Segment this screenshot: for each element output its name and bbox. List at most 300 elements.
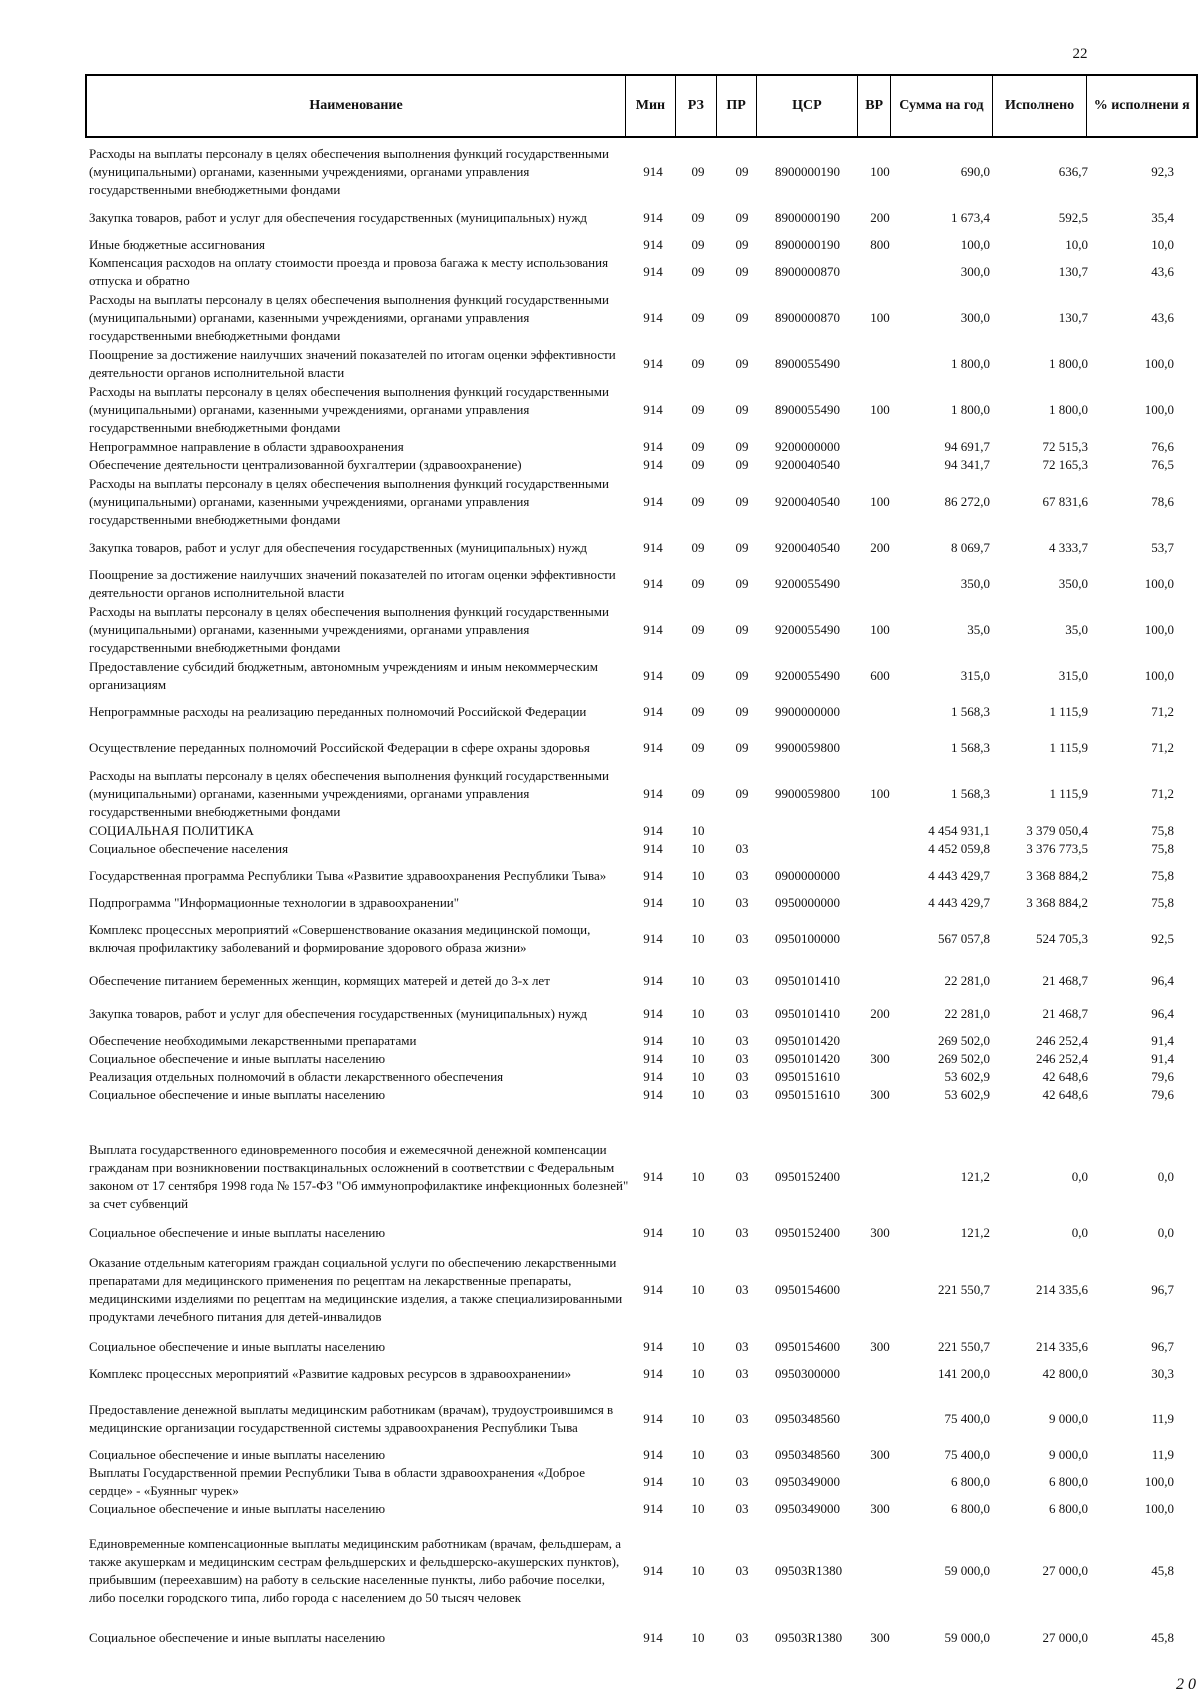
cell-name: Закупка товаров, работ и услуг для обеспечения государственных (муниципальных) нужд — [89, 1006, 588, 1021]
cell-pr: 03 — [735, 1087, 749, 1102]
table-row — [0, 602, 1200, 658]
table-row — [0, 1392, 1200, 1446]
cell-vr: 300 — [870, 1051, 890, 1066]
cell-rz: 09 — [691, 356, 705, 371]
cell-done: 130,7 — [1058, 264, 1088, 279]
cell-csr: 9200000000 — [775, 439, 840, 454]
cell-name: Выплаты Государственной премии Республики Тыва в области здравоохранения «Доброе сердце» - «Буянныг чурек» — [89, 1465, 585, 1498]
table-row — [0, 144, 1200, 200]
cell-name: Социальное обеспечение и иные выплаты населению — [89, 1225, 386, 1240]
cell-name: Расходы на выплаты персоналу в целях обеспечения выполнения функций государственными (муниципальными) органами, казенными учреждениями, органами управления государственными внебюджетными фондами — [89, 292, 609, 343]
cell-sum: 221 550,7 — [938, 1282, 990, 1297]
cell-min: 914 — [643, 841, 663, 856]
cell-vr: 200 — [870, 210, 890, 225]
cell-sum: 8 069,7 — [951, 540, 990, 555]
cell-name: Комплекс процессных мероприятий «Совершенствование оказания медицинской помощи, включая профилактику заболеваний и формирование здорового образа жизни» — [89, 922, 591, 955]
cell-sum: 141 200,0 — [938, 1366, 990, 1381]
cell-rz: 10 — [691, 1411, 705, 1426]
cell-min: 914 — [643, 1501, 663, 1516]
cell-min: 914 — [643, 823, 663, 838]
cell-sum: 121,2 — [960, 1169, 990, 1184]
cell-pct: 79,6 — [1151, 1087, 1174, 1102]
cell-pct: 76,6 — [1151, 439, 1174, 454]
cell-rz: 10 — [691, 895, 705, 910]
cell-pct: 96,4 — [1151, 1006, 1174, 1021]
cell-csr — [765, 822, 869, 840]
table-row — [0, 822, 1200, 840]
cell-name: Обеспечение питанием беременных женщин, кормящих матерей и детей до 3-х лет — [89, 973, 550, 988]
cell-pr: 09 — [735, 576, 749, 591]
cell-name: Социальное обеспечение и иные выплаты населению — [89, 1051, 386, 1066]
cell-pr: 03 — [735, 1169, 749, 1184]
cell-rz: 09 — [691, 540, 705, 555]
cell-pr: 03 — [735, 1447, 749, 1462]
cell-done: 3 368 884,2 — [1026, 868, 1088, 883]
cell-csr: 8900000190 — [775, 210, 840, 225]
cell-pr: 03 — [735, 1501, 749, 1516]
cell-sum: 100,0 — [960, 237, 990, 252]
cell-csr: 0950152400 — [775, 1225, 840, 1240]
cell-sum: 315,0 — [960, 668, 990, 683]
cell-pr: 03 — [735, 1339, 749, 1354]
cell-pct: 43,6 — [1151, 310, 1174, 325]
table-row — [0, 996, 1200, 1032]
cell-sum: 75 400,0 — [944, 1447, 990, 1462]
header-vr: ВР — [858, 76, 891, 136]
cell-min: 914 — [643, 402, 663, 417]
cell-name: Предоставление денежной выплаты медицинским работникам (врачам), трудоустроившимся в медицинские организации государственной системы здравоохранения Республики Тыва — [89, 1402, 614, 1435]
header-name: Наименование — [87, 76, 626, 136]
cell-csr: 9200055490 — [775, 668, 840, 683]
cell-vr: 300 — [870, 1630, 890, 1645]
cell-min: 914 — [643, 1051, 663, 1066]
cell-done: 3 368 884,2 — [1026, 895, 1088, 910]
cell-vr: 200 — [870, 540, 890, 555]
cell-csr: 9200040540 — [775, 540, 840, 555]
cell-pct: 78,6 — [1151, 494, 1174, 509]
cell-rz: 10 — [691, 1169, 705, 1184]
cell-rz: 10 — [691, 1033, 705, 1048]
cell-pct: 100,0 — [1144, 1474, 1174, 1489]
cell-rz: 10 — [691, 1630, 705, 1645]
cell-pr: 09 — [735, 786, 749, 801]
cell-min: 914 — [643, 1033, 663, 1048]
cell-csr: 0950152400 — [775, 1169, 840, 1184]
cell-pct: 43,6 — [1151, 264, 1174, 279]
cell-csr: 09503R1380 — [775, 1563, 843, 1578]
cell-name: Расходы на выплаты персоналу в целях обеспечения выполнения функций государственными (муниципальными) органами, казенными учреждениями, органами управления государственными внебюджетными фондами — [89, 476, 609, 527]
header-sum: Сумма на год — [891, 76, 993, 136]
cell-name: Социальное обеспечение населения — [89, 841, 289, 856]
table-row — [0, 1446, 1200, 1464]
cell-min: 914 — [643, 237, 663, 252]
table-row — [0, 1500, 1200, 1518]
cell-min: 914 — [643, 704, 663, 719]
cell-sum: 1 568,3 — [951, 704, 990, 719]
cell-sum: 86 272,0 — [944, 494, 990, 509]
header-done: Исполнено — [993, 76, 1088, 136]
cell-vr: 100 — [870, 310, 890, 325]
table-row — [0, 1050, 1200, 1068]
cell-sum: 300,0 — [960, 264, 990, 279]
cell-name: Непрограммное направление в области здравоохранения — [89, 439, 404, 454]
cell-rz: 10 — [691, 931, 705, 946]
cell-csr: 8900000870 — [775, 264, 840, 279]
cell-csr — [765, 840, 869, 858]
cell-done: 9 000,0 — [1049, 1447, 1088, 1462]
cell-name: Единовременные компенсационные выплаты медицинским работникам (врачам, фельдшерам, а также акушеркам и медицинским сестрам фельдшерских и фельдшерско-акушерских пунктов), прибывшим (переехавшим) на работу в сельские населенные пункты, либо рабочие поселки, либо поселки городского типа, либо города с населением до 50 тысяч человек — [89, 1536, 622, 1605]
cell-min: 914 — [643, 1069, 663, 1084]
cell-done: 1 115,9 — [1049, 786, 1088, 801]
cell-csr: 0950349000 — [775, 1474, 840, 1489]
cell-pr: 03 — [735, 1630, 749, 1645]
cell-pct: 91,4 — [1151, 1033, 1174, 1048]
cell-min: 914 — [643, 931, 663, 946]
cell-done: 592,5 — [1058, 210, 1088, 225]
cell-rz: 10 — [691, 1006, 705, 1021]
cell-name: Социальное обеспечение и иные выплаты населению — [89, 1339, 386, 1354]
cell-pr: 09 — [735, 457, 749, 472]
cell-rz: 09 — [691, 210, 705, 225]
cell-name: Комплекс процессных мероприятий «Развитие кадровых ресурсов в здравоохранении» — [89, 1366, 572, 1381]
table-row — [0, 1068, 1200, 1086]
cell-done: 246 252,4 — [1036, 1033, 1088, 1048]
table-row — [0, 200, 1200, 236]
cell-rz: 10 — [691, 841, 705, 856]
table-row — [0, 894, 1200, 912]
cell-pr: 03 — [735, 1051, 749, 1066]
cell-min: 914 — [643, 1169, 663, 1184]
cell-name: СОЦИАЛЬНАЯ ПОЛИТИКА — [89, 823, 254, 838]
cell-done: 246 252,4 — [1036, 1051, 1088, 1066]
cell-min: 914 — [643, 1447, 663, 1462]
cell-name: Выплата государственного единовременного пособия и ежемесячной денежной компенсации гражданам при возникновении поствакцинальных осложнений в соответствии с Федеральным законом от 17 сентября 1998 года № 157-ФЗ "Об иммунопрофилактике инфекционных болезней" за счет субвенций — [89, 1142, 629, 1211]
cell-done: 315,0 — [1058, 668, 1088, 683]
cell-pr: 03 — [735, 1033, 749, 1048]
cell-pr: 09 — [735, 237, 749, 252]
cell-name: Компенсация расходов на оплату стоимости проезда и провоза багажа к месту использования отпуска и обратно — [89, 255, 609, 288]
cell-pr: 03 — [735, 1474, 749, 1489]
cell-sum: 221 550,7 — [938, 1339, 990, 1354]
cell-min: 914 — [643, 1474, 663, 1489]
cell-vr: 300 — [870, 1087, 890, 1102]
cell-name: Предоставление субсидий бюджетным, автономным учреждениям и иным некоммерческим организациям — [89, 659, 598, 692]
cell-min: 914 — [643, 457, 663, 472]
cell-done: 0,0 — [1071, 1225, 1088, 1240]
table-row — [0, 694, 1200, 730]
cell-sum: 94 341,7 — [944, 457, 990, 472]
cell-rz: 10 — [691, 823, 705, 838]
cell-sum: 567 057,8 — [938, 931, 990, 946]
cell-pct: 71,2 — [1151, 740, 1174, 755]
table-row — [0, 1464, 1200, 1500]
cell-pct: 11,9 — [1151, 1411, 1174, 1426]
cell-pct: 71,2 — [1151, 704, 1174, 719]
table-header — [85, 74, 1198, 138]
cell-min: 914 — [643, 1563, 663, 1578]
cell-sum: 53 602,9 — [944, 1069, 990, 1084]
table-row — [0, 1086, 1200, 1104]
header-csr: ЦСР — [757, 76, 859, 136]
cell-csr: 0900000000 — [775, 868, 840, 883]
cell-rz: 10 — [691, 1366, 705, 1381]
cell-pr: 09 — [735, 310, 749, 325]
cell-csr: 09503R1380 — [775, 1630, 843, 1645]
cell-pct: 0,0 — [1157, 1169, 1174, 1184]
cell-min: 914 — [643, 1006, 663, 1021]
cell-pr: 03 — [735, 1563, 749, 1578]
cell-name: Расходы на выплаты персоналу в целях обеспечения выполнения функций государственными (муниципальными) органами, казенными учреждениями, органами управления государственными внебюджетными фондами — [89, 384, 609, 435]
cell-pr: 03 — [735, 1006, 749, 1021]
cell-pct: 10,0 — [1151, 237, 1174, 252]
cell-pct: 75,8 — [1151, 823, 1174, 838]
table-row — [0, 966, 1200, 996]
cell-name: Расходы на выплаты персоналу в целях обеспечения выполнения функций государственными (муниципальными) органами, казенными учреждениями, органами управления государственными внебюджетными фондами — [89, 146, 609, 197]
table-row — [0, 1338, 1200, 1356]
cell-sum: 6 800,0 — [951, 1474, 990, 1489]
cell-pct: 11,9 — [1151, 1447, 1174, 1462]
cell-csr: 0950101420 — [775, 1051, 840, 1066]
cell-done: 214 335,6 — [1036, 1339, 1088, 1354]
cell-pct: 92,5 — [1151, 931, 1174, 946]
cell-pr: 09 — [735, 402, 749, 417]
cell-sum: 94 691,7 — [944, 439, 990, 454]
cell-rz: 09 — [691, 704, 705, 719]
table-row — [0, 1356, 1200, 1392]
cell-sum: 1 800,0 — [951, 402, 990, 417]
cell-sum: 1 800,0 — [951, 356, 990, 371]
cell-pct: 100,0 — [1144, 668, 1174, 683]
table-row — [0, 456, 1200, 474]
table-row — [0, 530, 1200, 566]
cell-pr: 09 — [735, 668, 749, 683]
table-row — [0, 382, 1200, 438]
cell-done: 524 705,3 — [1036, 931, 1088, 946]
cell-min: 914 — [643, 1366, 663, 1381]
cell-done: 42 800,0 — [1042, 1366, 1088, 1381]
header-pr: ПР — [717, 76, 757, 136]
cell-csr: 0950300000 — [775, 1366, 840, 1381]
cell-csr: 0950100000 — [775, 931, 840, 946]
cell-min: 914 — [643, 439, 663, 454]
cell-pr: 03 — [735, 868, 749, 883]
cell-min: 914 — [643, 868, 663, 883]
cell-min: 914 — [643, 540, 663, 555]
table-row — [0, 1520, 1200, 1622]
cell-rz: 10 — [691, 1225, 705, 1240]
cell-rz: 10 — [691, 1051, 705, 1066]
cell-name: Обеспечение деятельности централизованной бухгалтерии (здравоохранение) — [89, 457, 522, 472]
cell-min: 914 — [643, 895, 663, 910]
cell-sum: 59 000,0 — [944, 1630, 990, 1645]
table-row — [0, 1628, 1200, 1648]
cell-rz: 10 — [691, 1563, 705, 1578]
cell-pr: 09 — [735, 164, 749, 179]
cell-done: 42 648,6 — [1042, 1087, 1088, 1102]
header-min: Мин — [626, 76, 676, 136]
cell-csr: 0950101410 — [775, 1006, 840, 1021]
cell-csr: 0950154600 — [775, 1282, 840, 1297]
cell-min: 914 — [643, 1087, 663, 1102]
cell-csr: 8900000870 — [775, 310, 840, 325]
cell-name: Осуществление переданных полномочий Российской Федерации в сфере охраны здоровья — [89, 740, 590, 755]
cell-sum: 35,0 — [967, 622, 990, 637]
cell-name: Оказание отдельным категориям граждан социальной услуги по обеспечению лекарственными препаратами для медицинского применения по рецептам на лекарственные препараты, медицинскими изделиями по рецептам на медицинские изделия, а также специализированными продуктами лечебного питания для детей-инвалидов — [89, 1255, 623, 1324]
cell-sum: 4 443 429,7 — [928, 895, 990, 910]
cell-sum: 300,0 — [960, 310, 990, 325]
cell-done: 130,7 — [1058, 310, 1088, 325]
cell-csr: 9900000000 — [775, 704, 840, 719]
cell-pr: 03 — [735, 841, 749, 856]
cell-pct: 30,3 — [1151, 1366, 1174, 1381]
cell-name: Социальное обеспечение и иные выплаты населению — [89, 1630, 386, 1645]
cell-rz: 09 — [691, 237, 705, 252]
cell-pr: 03 — [735, 895, 749, 910]
cell-pct: 75,8 — [1151, 841, 1174, 856]
cell-pct: 96,7 — [1151, 1339, 1174, 1354]
cell-pct: 45,8 — [1151, 1563, 1174, 1578]
cell-pr: 09 — [735, 704, 749, 719]
cell-done: 72 515,3 — [1042, 439, 1088, 454]
table-row — [0, 346, 1200, 382]
cell-name: Поощрение за достижение наилучших значений показателей по итогам оценки эффективности деятельности органов исполнительной власти — [89, 347, 616, 380]
table-row — [0, 1032, 1200, 1050]
cell-pct: 96,7 — [1151, 1282, 1174, 1297]
cell-pct: 91,4 — [1151, 1051, 1174, 1066]
cell-done: 42 648,6 — [1042, 1069, 1088, 1084]
cell-sum: 1 673,4 — [951, 210, 990, 225]
cell-done: 0,0 — [1071, 1169, 1088, 1184]
cell-pct: 100,0 — [1144, 356, 1174, 371]
cell-rz: 10 — [691, 1501, 705, 1516]
cell-pct: 100,0 — [1144, 576, 1174, 591]
cell-name: Расходы на выплаты персоналу в целях обеспечения выполнения функций государственными (муниципальными) органами, казенными учреждениями, органами управления государственными внебюджетными фондами — [89, 768, 609, 819]
cell-min: 914 — [643, 1411, 663, 1426]
cell-rz: 09 — [691, 740, 705, 755]
header-rz: РЗ — [676, 76, 717, 136]
cell-min: 914 — [643, 356, 663, 371]
cell-done: 35,0 — [1065, 622, 1088, 637]
cell-min: 914 — [643, 740, 663, 755]
cell-min: 914 — [643, 210, 663, 225]
cell-pr: 03 — [735, 973, 749, 988]
cell-done: 67 831,6 — [1042, 494, 1088, 509]
cell-rz: 10 — [691, 1474, 705, 1489]
cell-pct: 71,2 — [1151, 786, 1174, 801]
cell-pr: 09 — [735, 439, 749, 454]
table-row — [0, 840, 1200, 858]
cell-csr: 9900059800 — [775, 740, 840, 755]
table-row — [0, 658, 1200, 694]
cell-name: Закупка товаров, работ и услуг для обеспечения государственных (муниципальных) нужд — [89, 540, 588, 555]
cell-rz: 09 — [691, 310, 705, 325]
cell-min: 914 — [643, 310, 663, 325]
cell-csr: 0950151610 — [775, 1069, 840, 1084]
cell-pr — [724, 822, 760, 840]
cell-pct: 96,4 — [1151, 973, 1174, 988]
cell-done: 21 468,7 — [1042, 973, 1088, 988]
table-row — [0, 474, 1200, 530]
cell-pct: 100,0 — [1144, 402, 1174, 417]
cell-name: Государственная программа Республики Тыва «Развитие здравоохранения Республики Тыва» — [89, 868, 607, 883]
cell-vr: 100 — [870, 164, 890, 179]
cell-done: 214 335,6 — [1036, 1282, 1088, 1297]
cell-rz: 09 — [691, 402, 705, 417]
cell-done: 1 800,0 — [1049, 356, 1088, 371]
cell-sum: 75 400,0 — [944, 1411, 990, 1426]
cell-done: 9 000,0 — [1049, 1411, 1088, 1426]
cell-csr: 8900000190 — [775, 237, 840, 252]
cell-pct: 92,3 — [1151, 164, 1174, 179]
cell-name: Поощрение за достижение наилучших значений показателей по итогам оценки эффективности деятельности органов исполнительной власти — [89, 567, 616, 600]
header-pct: % исполнени я — [1093, 98, 1190, 113]
cell-csr: 0950348560 — [775, 1447, 840, 1462]
cell-csr: 9900059800 — [775, 786, 840, 801]
cell-name: Обеспечение необходимыми лекарственными препаратами — [89, 1033, 417, 1048]
cell-pct: 100,0 — [1144, 1501, 1174, 1516]
cell-done: 350,0 — [1058, 576, 1088, 591]
cell-pct: 0,0 — [1157, 1225, 1174, 1240]
cell-rz: 10 — [691, 1339, 705, 1354]
cell-rz: 09 — [691, 457, 705, 472]
cell-pr: 09 — [735, 210, 749, 225]
cell-sum: 22 281,0 — [944, 973, 990, 988]
cell-done: 1 800,0 — [1049, 402, 1088, 417]
cell-pct: 76,5 — [1151, 457, 1174, 472]
table-row — [0, 1224, 1200, 1242]
cell-min: 914 — [643, 1630, 663, 1645]
cell-pct: 100,0 — [1144, 622, 1174, 637]
cell-vr: 800 — [870, 237, 890, 252]
cell-csr: 0950349000 — [775, 1501, 840, 1516]
cell-csr: 0950101410 — [775, 973, 840, 988]
cell-csr: 8900000190 — [775, 164, 840, 179]
cell-pr: 03 — [735, 1411, 749, 1426]
page-number: 22 — [1072, 46, 1088, 62]
cell-csr: 9200040540 — [775, 457, 840, 472]
cell-done: 21 468,7 — [1042, 1006, 1088, 1021]
cell-min: 914 — [643, 1339, 663, 1354]
cell-sum: 269 502,0 — [938, 1033, 990, 1048]
cell-pct: 75,8 — [1151, 895, 1174, 910]
cell-pct: 35,4 — [1151, 210, 1174, 225]
cell-vr: 100 — [870, 622, 890, 637]
cell-min: 914 — [643, 164, 663, 179]
cell-min: 914 — [643, 786, 663, 801]
cell-vr: 200 — [870, 1006, 890, 1021]
cell-sum: 1 568,3 — [951, 786, 990, 801]
cell-min: 914 — [643, 264, 663, 279]
cell-name: Иные бюджетные ассигнования — [89, 237, 266, 252]
cell-pr: 03 — [735, 1282, 749, 1297]
cell-rz: 09 — [691, 494, 705, 509]
cell-pr: 03 — [735, 1366, 749, 1381]
cell-done: 3 379 050,4 — [1026, 823, 1088, 838]
cell-name: Социальное обеспечение и иные выплаты населению — [89, 1501, 386, 1516]
cell-pr: 09 — [735, 494, 749, 509]
cell-csr: 9200040540 — [775, 494, 840, 509]
cell-name: Непрограммные расходы на реализацию переданных полномочий Российской Федерации — [89, 704, 587, 719]
cell-done: 636,7 — [1058, 164, 1088, 179]
cell-sum: 4 452 059,8 — [928, 841, 990, 856]
cell-min: 914 — [643, 1225, 663, 1240]
cell-done: 1 115,9 — [1049, 704, 1088, 719]
table-row — [0, 912, 1200, 966]
table-row — [0, 438, 1200, 456]
cell-name: Социальное обеспечение и иные выплаты населению — [89, 1447, 386, 1462]
cell-rz: 10 — [691, 868, 705, 883]
cell-done: 6 800,0 — [1049, 1501, 1088, 1516]
